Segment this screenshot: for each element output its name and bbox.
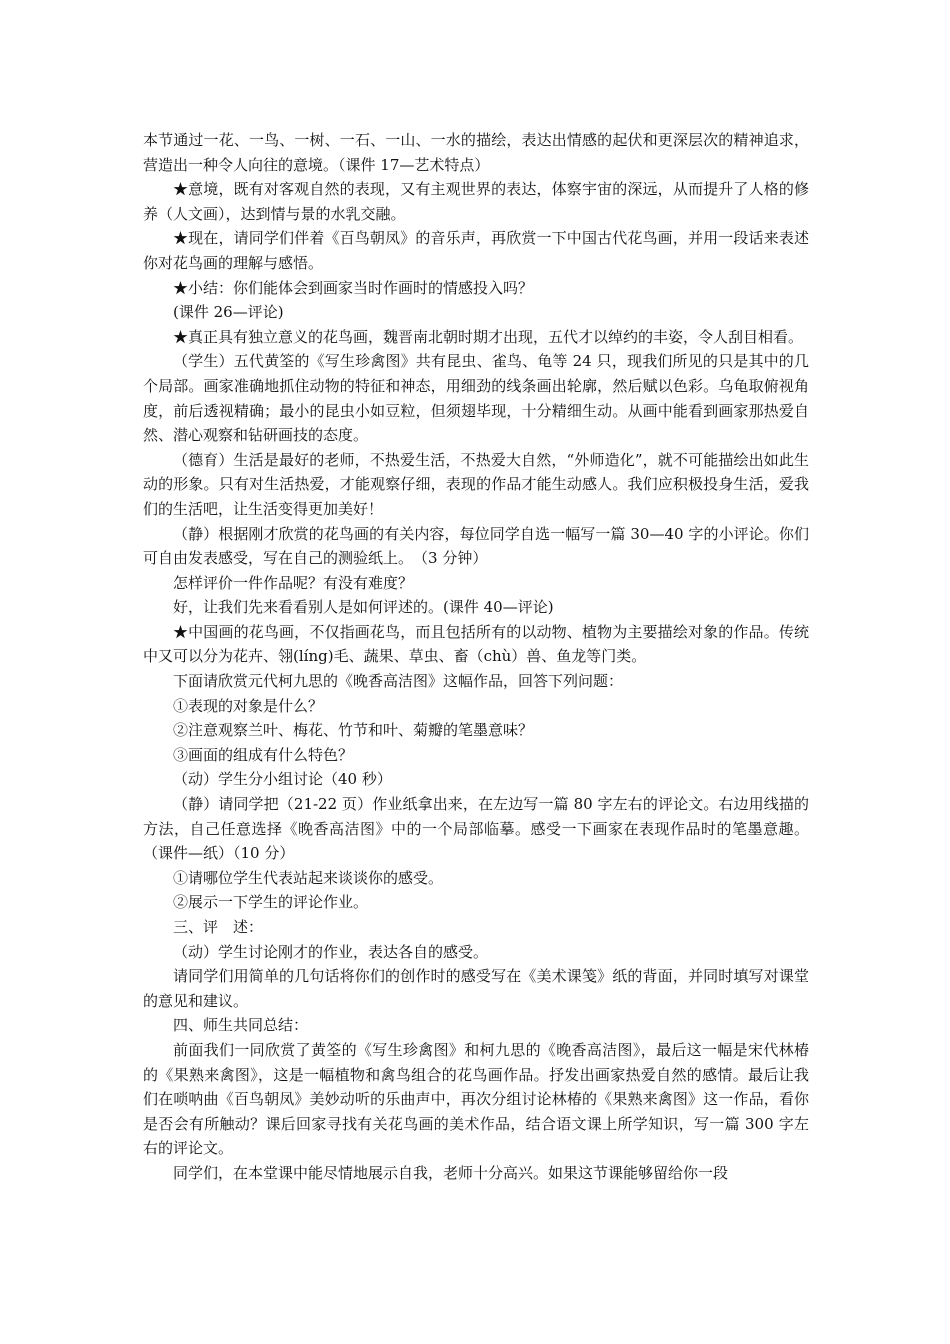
paragraph-22: （动）学生讨论刚才的作业，表达各自的感受。 xyxy=(173,942,489,961)
paragraph-3: ★现在，请同学们伴着《百鸟朝凤》的音乐声，再欣赏一下中国古代花鸟画，并用一段话来表述你对花鸟画的理解与感悟。 xyxy=(143,229,809,272)
paragraph-13: 下面请欣赏元代柯九思的《晚香高洁图》这幅作品，回答下列问题： xyxy=(173,672,624,691)
paragraph-4: ★小结：你们能体会到画家当时作画时的情感投入吗？ xyxy=(173,278,534,297)
paragraph-8: （德育）生活是最好的老师，不热爱生活，不热爱大自然，“外师造化”，就不可能描绘出如此生动的形象。只有对生活热爱，才能观察仔细，表现的作品才能生动感人。我们应积极投身生活，爱我们的生活吧，让生活变得更加美好！ xyxy=(143,450,809,518)
paragraph-10: 怎样评价一件作品呢？有没有难度？ xyxy=(173,573,414,592)
step-1: ①请哪位学生代表站起来谈谈你的感受。 xyxy=(173,868,444,887)
question-2: ②注意观察兰叶、梅花、竹节和叶、菊瓣的笔墨意味？ xyxy=(173,721,534,740)
paragraph-12: ★中国画的花鸟画，不仅指画花鸟，而且包括所有的以动物、植物为主要描绘对象的作品。传统中又可以分为花卉、翎(líng)毛、蔬果、草虫、畜（chù）兽、鱼龙等门类。 xyxy=(143,622,809,666)
paragraph-11: 好，让我们先来看看别人是如何评述的。(课件 40—评论) xyxy=(173,598,554,617)
paragraph-6: ★真正具有独立意义的花鸟画，魏晋南北朝时期才出现，五代才以绰约的丰姿，令人刮目相看。 xyxy=(173,327,804,346)
question-3: ③画面的组成有什么特色？ xyxy=(173,745,354,764)
paragraph-17: （动）学生分小组讨论（40 秒） xyxy=(173,770,392,789)
step-2: ②展示一下学生的评论作业。 xyxy=(173,893,369,912)
paragraph-1: 本节通过一花、一鸟、一树、一石、一山、一水的描绘，表达出情感的起伏和更深层次的精神追求，营造出一种令人向往的意境。（课件 17—艺术特点） xyxy=(143,131,809,174)
document-page xyxy=(143,128,809,1186)
paragraph-23: 请同学们用简单的几句话将你们的创作时的感受写在《美术课笺》纸的背面，并同时填写对课堂的意见和建议。 xyxy=(143,967,809,1010)
paragraph-18: （静）请同学把（21-22 页）作业纸拿出来，在左边写一篇 80 字左右的评论文。右边用线描的方法，自己任意选择《晚香高洁图》中的一个局部临摹。感受一下画家在表现作品时的笔墨意趣。（课件—纸）（10 分） xyxy=(143,795,809,863)
paragraph-9: （静）根据刚才欣赏的花鸟画的有关内容，每位同学自选一幅写一篇 30—40 字的小评论。你们可自由发表感受，写在自己的测验纸上。 （3 分钟） xyxy=(143,524,809,568)
paragraph-7: （学生）五代黄筌的《写生珍禽图》共有昆虫、雀鸟、龟等 24 只，现我们所见的只是其中的几个局部。画家准确地抓住动物的特征和神态，用细劲的线条画出轮廓，然后赋以色彩。乌龟取俯视角度，前后透视精确；最小的昆虫小如豆粒，但须翅毕现，十分精细生动。从画中能看到画家那热爱自然、潜心观察和钻研画技的态度。 xyxy=(143,352,809,445)
paragraph-26: 同学们，在本堂课中能尽情地展示自我，老师十分高兴。如果这节课能够留给你一段 xyxy=(173,1163,729,1182)
paragraph-25: 前面我们一同欣赏了黄筌的《写生珍禽图》和柯九思的《晚香高洁图》，最后这一幅是宋代林椿的《果熟来禽图》，这是一幅植物和禽鸟组合的花鸟画作品。抒发出画家热爱自然的感情。最后让我们在唢呐曲《百鸟朝凤》美妙动听的乐曲声中，再次分组讨论林椿的《果熟来禽图》这一作品，看你是否会有所触动？课后回家寻找有关花鸟画的美术作品，结合语文课上所学知识，写一篇 300 字左右的评论文。 xyxy=(143,1040,809,1158)
section-heading-summary: 四、师生共同总结： xyxy=(173,1016,309,1035)
section-heading-review: 三、评 述： xyxy=(173,918,264,936)
question-1: ①表现的对象是什么？ xyxy=(173,696,324,715)
paragraph-2: ★意境，既有对客观自然的表现，又有主观世界的表达，体察宇宙的深远，从而提升了人格的修养（人文画），达到情与景的水乳交融。 xyxy=(143,180,809,223)
paragraph-5: (课件 26—评论) xyxy=(173,303,284,322)
